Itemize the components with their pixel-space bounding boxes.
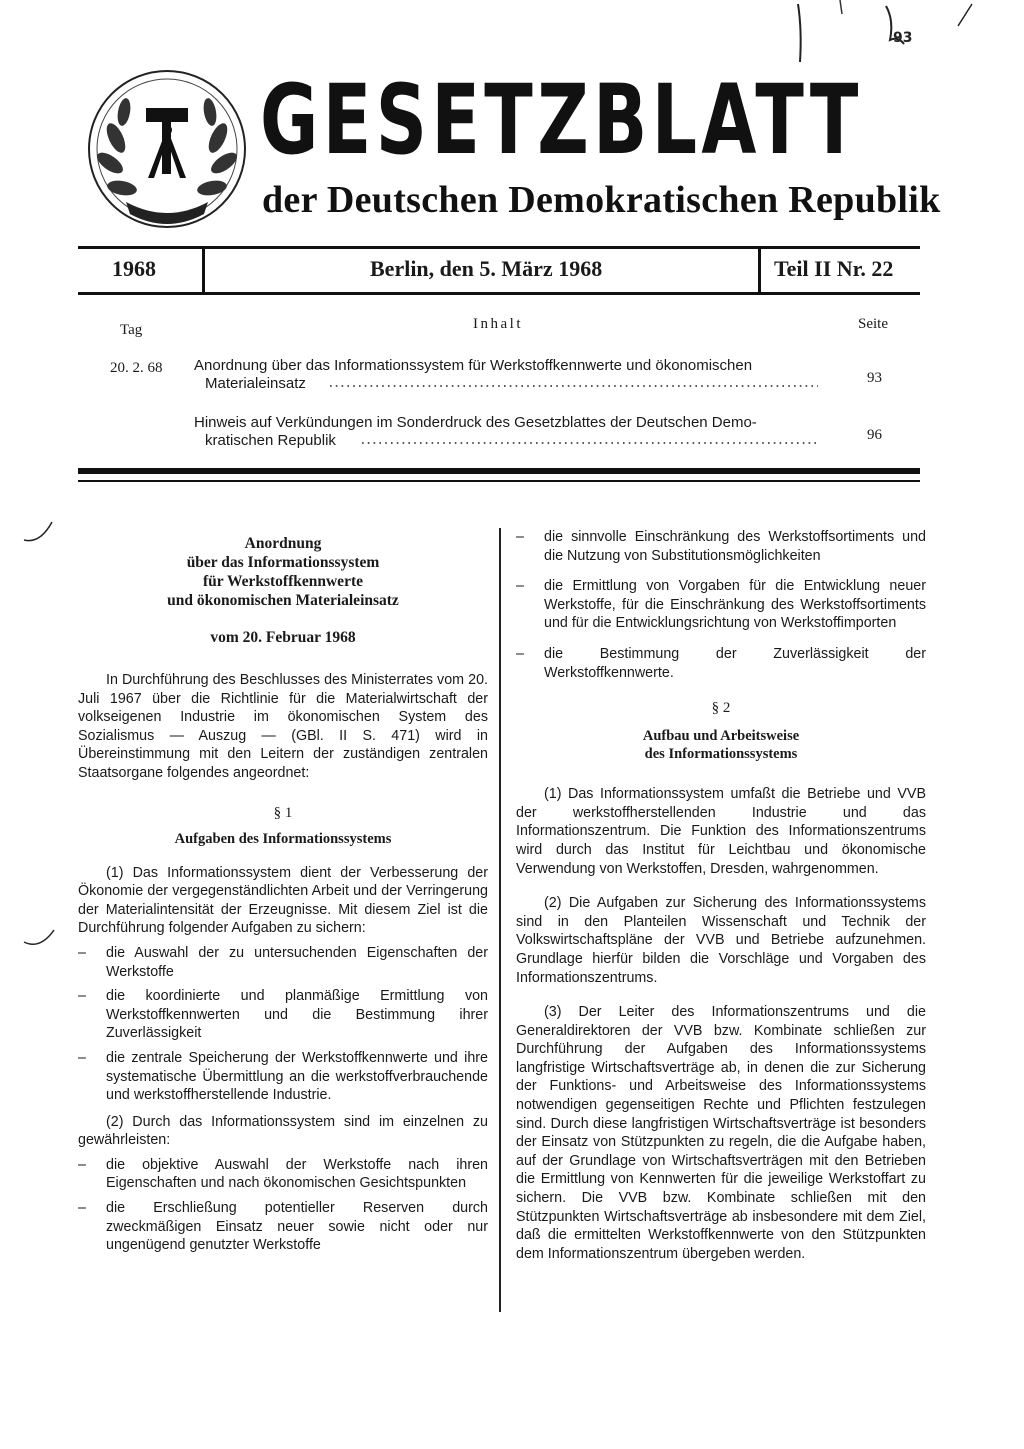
column-divider	[499, 528, 501, 1312]
contents-title-header: Inhalt	[473, 316, 523, 332]
contents-entry-page: 96	[867, 427, 882, 443]
article-heading-line: Anordnung	[244, 535, 322, 552]
list-item-text: die sinnvolle Einschränkung des Werkstoffsortiments und die Nutzung von Substitutionsmöglichkeiten	[544, 529, 926, 564]
issue-part: Teil II Nr. 22	[774, 256, 894, 281]
contents-entry-page: 93	[867, 370, 882, 386]
list-item: – die zentrale Speicherung der Werkstoffkennwerte und ihre systematische Übermittlung an die werkstoffverbrauchende und werkstoffherstellende Industrie.	[78, 1049, 488, 1104]
leader-dots	[362, 439, 820, 447]
section-paragraph: (1) Das Informationssystem umfaßt die Betriebe und VVB der werkstoffherstellenden Industrie und das Informationszentrum. Die Funktion des Informationszentrums wird durch das Institut für Leichtbau und ökonomische Verwendung von Werkstoffen, Dresden, wahrgenommen.	[516, 786, 926, 877]
list-item: – die objektive Auswahl der Werkstoffe nach ihren Eigenschaften und nach ökonomischen Gesichtspunkten	[78, 1156, 488, 1192]
contents-entry-line: Anordnung über das Informationssystem für Werkstoffkennwerte und ökonomischen	[194, 357, 753, 374]
pen-stroke-icon	[952, 2, 976, 28]
margin-mark-icon	[22, 518, 54, 546]
section-title: des Informationssystems	[644, 746, 798, 763]
contents-entry-line: Materialeinsatz	[205, 375, 306, 392]
issue-year: 1968	[112, 256, 156, 281]
section-number: § 2	[711, 700, 731, 717]
article-heading-line: und ökonomischen Materialeinsatz	[167, 592, 399, 609]
contents-rule	[78, 468, 920, 474]
list-item: – die Ermittlung von Vorgaben für die Entwicklung neuer Werkstoffe, für die Einschränkung des Werkstoffsortiments und für die Entwicklungsrichtung von Werkstoffimporten	[516, 578, 926, 632]
list-item-text: die Erschließung potentieller Reserven durch zweckmäßigen Einsatz neuer sowie nicht oder nur ungenügend genutzter Werkstoffe	[106, 1200, 488, 1254]
right-column	[516, 528, 926, 1263]
list-item: – die Bestimmung der Zuverlässigkeit der Werkstoffkennwerte.	[516, 645, 926, 681]
margin-mark-icon	[22, 924, 56, 952]
preamble-paragraph: In Durchführung des Beschlusses des Ministerrates vom 20. Juli 1967 über die Richtlinie für die Materialwirtschaft der volkseigenen Industrie im ökonomischen System des Sozialismus — Auszug — (GBl. II S. 471) wird in Übereinstimmung mit den Leitern der zuständigen zentralen Staatsorgane folgendes angeordnet:	[78, 672, 488, 781]
list-item-text: die objektive Auswahl der Werkstoffe nach ihren Eigenschaften und nach ökonomischen Gesichtspunkten	[106, 1156, 488, 1192]
contents-day-header: Tag	[120, 322, 143, 338]
list-item-text: die zentrale Speicherung der Werkstoffkennwerte und ihre systematische Übermittlung an die werkstoffverbrauchende und werkstoffherstellende Industrie.	[106, 1049, 488, 1104]
leader-dots	[330, 382, 820, 390]
issue-place-date: Berlin, den 5. März 1968	[370, 256, 603, 281]
list-item: – die sinnvolle Einschränkung des Werkstoffsortiments und die Nutzung von Substitutionsmöglichkeiten	[516, 529, 926, 564]
contents-entry-line: Hinweis auf Verkündungen im Sonderdruck des Gesetzblattes der Deutschen Demo-	[194, 414, 757, 431]
left-column	[78, 534, 488, 1255]
page-number: 93	[893, 30, 913, 46]
contents-page-header: Seite	[858, 316, 888, 332]
masthead-title: GESETZBLATT	[260, 64, 863, 176]
masthead-subtitle: der Deutschen Demokratischen Republik	[262, 179, 941, 221]
article-heading-line: über das Informationssystem	[186, 554, 380, 571]
section-paragraph: (2) Durch das Informationssystem sind im einzelnen zu gewährleisten:	[78, 1113, 488, 1149]
article-heading-line: für Werkstoffkennwerte	[202, 573, 363, 590]
list-item: – die Erschließung potentieller Reserven durch zweckmäßigen Einsatz neuer sowie nicht oder nur ungenügend genutzter Werkstoffe	[78, 1200, 488, 1254]
ddr-emblem-icon	[86, 68, 248, 230]
article-date: vom 20. Februar 1968	[210, 629, 356, 646]
section-number: § 1	[273, 804, 293, 821]
contents-rule	[78, 480, 920, 482]
section-paragraph: (1) Das Informationssystem dient der Verbesserung der Ökonomie der vergegenständlichten Arbeit und der Verringerung der Materialintensität der Erzeugnisse. Mit diesem Ziel ist die Durchführung folgender Aufgaben zu sichern:	[78, 864, 488, 937]
section-paragraph: (3) Der Leiter des Informationszentrums und die Generaldirektoren der VVB bzw. Kombinate schließen zur Durchführung der Aufgaben des Informationssystems langfristige Wirtschaftsverträge ab, in denen die zur Sicherung der Funktions- und Arbeitsweise des Informationssystems notwendigen gegenseitigen Rechte und Pflichten festzulegen sind. Durch diese langfristigen Wirtschaftsverträge ist besonders der Einsatz von Stützpunkten zu regeln, die die Aufgabe haben, auf der Grundlage von Wirtschaftsverträgen mit den Betrieben die Ermittlung von Kennwerten für die jeweilige Werkstoffart zu sichern. Die VVB bzw. Kombinate schließen mit den Stützpunkten Wirtschaftsverträge ab insbesondere mit dem Ziel, daß die ermittelten Werkstoffkennwerte von den Stützpunkten dem Informationszentrum übergeben werden.	[516, 1004, 926, 1262]
list-item-text: die koordinierte und planmäßige Ermittlung von Werkstoffkennwerten und die Bestimmung ihrer Zuverlässigkeit	[106, 988, 488, 1042]
section-title: Aufgaben des Informationssystems	[174, 830, 392, 847]
handwritten-marks-icon	[786, 0, 946, 70]
dateline-bar	[78, 246, 920, 294]
list-item-text: die Ermittlung von Vorgaben für die Entwicklung neuer Werkstoffe, für die Einschränkung des Werkstoffsortiments und für die Entwicklungsrichtung von Werkstoffimporten	[544, 578, 926, 632]
list-item: – die Auswahl der zu untersuchenden Eigenschaften der Werkstoffe	[78, 944, 488, 980]
list-item-text: die Bestimmung der Zuverlässigkeit der Werkstoffkennwerte.	[544, 645, 926, 681]
article-heading	[78, 534, 488, 610]
contents-entry-date: 20. 2. 68	[110, 360, 163, 376]
list-item: – die koordinierte und planmäßige Ermittlung von Werkstoffkennwerten und die Bestimmung ihrer Zuverlässigkeit	[78, 988, 488, 1042]
list-item-text: die Auswahl der zu untersuchenden Eigenschaften der Werkstoffe	[106, 944, 488, 980]
section-title: Aufbau und Arbeitsweise	[642, 728, 800, 745]
contents-entry-line: kratischen Republik	[205, 432, 336, 449]
section-paragraph: (2) Die Aufgaben zur Sicherung des Informationssystems sind in den Planteilen Wissenschaft und Technik der Volkswirtschaftspläne der VVB und Betriebe aufzunehmen. Grundlage hierfür bilden die Vorschläge und Vorgaben des Informationszentrums.	[516, 895, 926, 986]
